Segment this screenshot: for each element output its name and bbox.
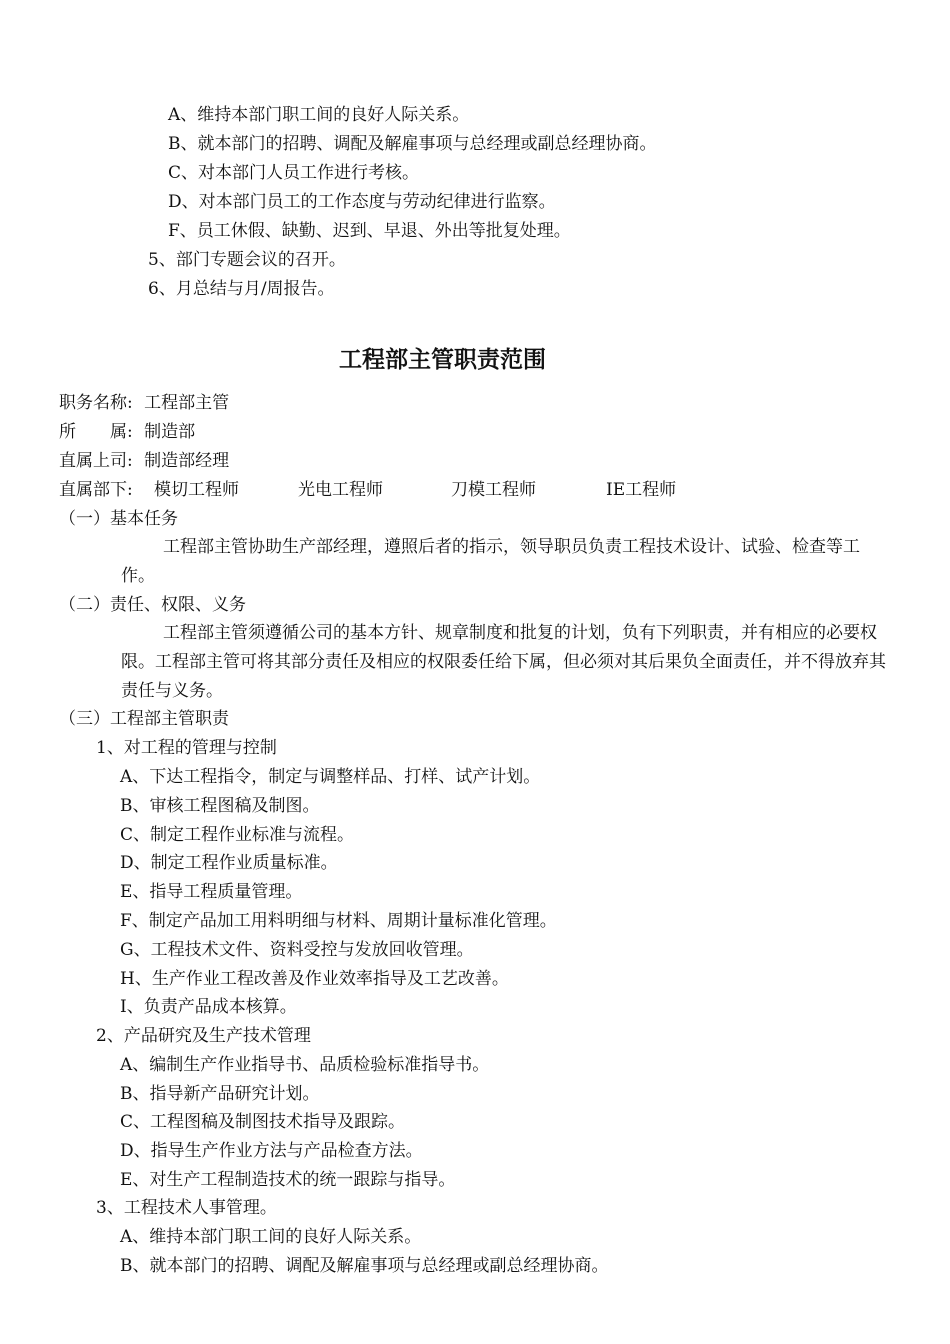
subordinate-item: IE工程师 (606, 480, 677, 500)
field-label: 所 属: (59, 422, 133, 442)
subsection-heading: 2、产品研究及生产技术管理 (96, 1026, 311, 1046)
list-item: E、指导工程质量管理。 (120, 882, 303, 902)
list-item: A、维持本部门职工间的良好人际关系。 (168, 105, 470, 125)
field-label: 直属上司: (59, 451, 133, 471)
field-row-subordinates (59, 479, 133, 501)
subsection-heading: 1、对工程的管理与控制 (96, 738, 277, 758)
list-item: C、对本部门人员工作进行考核。 (168, 163, 420, 183)
list-item: F、制定产品加工用料明细与材料、周期计量标准化管理。 (120, 911, 557, 931)
list-item: F、员工休假、缺勤、迟到、早退、外出等批复处理。 (168, 221, 571, 241)
subsection-heading: 3、工程技术人事管理。 (96, 1198, 277, 1218)
list-item: B、就本部门的招聘、调配及解雇事项与总经理或副总经理协商。 (168, 134, 657, 154)
section-heading: （三）工程部主管职责 (59, 709, 229, 729)
field-label: 直属部下: (59, 480, 133, 500)
list-item: D、对本部门员工的工作态度与劳动纪律进行监察。 (168, 192, 556, 212)
list-item: D、指导生产作业方法与产品检查方法。 (120, 1141, 423, 1161)
list-item: E、对生产工程制造技术的统一跟踪与指导。 (120, 1170, 456, 1190)
list-item: B、就本部门的招聘、调配及解雇事项与总经理或副总经理协商。 (120, 1256, 609, 1276)
field-row-department (59, 421, 195, 443)
page-title: 工程部主管职责范围 (339, 347, 546, 373)
list-item: C、工程图稿及制图技术指导及跟踪。 (120, 1112, 406, 1132)
list-item: A、维持本部门职工间的良好人际关系。 (120, 1227, 422, 1247)
numbered-item: 6、月总结与月/周报告。 (148, 279, 335, 299)
field-value: 工程部主管 (144, 393, 230, 413)
list-item: I、负责产品成本核算。 (120, 997, 297, 1017)
list-item: H、生产作业工程改善及作业效率指导及工艺改善。 (120, 969, 509, 989)
list-item: A、编制生产作业指导书、品质检验标准指导书。 (120, 1055, 490, 1075)
list-item: G、工程技术文件、资料受控与发放回收管理。 (120, 940, 474, 960)
subordinate-item: 光电工程师 (298, 480, 383, 500)
section-heading: （一）基本任务 (59, 509, 178, 529)
field-value: 制造部 (144, 422, 196, 442)
field-label: 职务名称: (59, 393, 133, 413)
field-value: 制造部经理 (144, 451, 230, 471)
list-item: D、制定工程作业质量标准。 (120, 853, 338, 873)
section-heading: （二）责任、权限、义务 (59, 595, 246, 615)
section-paragraph: 工程部主管须遵循公司的基本方针、规章制度和批复的计划，负有下列职责，并有相应的必要权限。工程部主管可将其部分责任及相应的权限委任给下属，但必须对其后果负全面责任，并不得放弃其责任与义务。 (121, 623, 886, 701)
field-row-supervisor (59, 450, 229, 472)
list-item: C、制定工程作业标准与流程。 (120, 825, 355, 845)
section-paragraph: 工程部主管协助生产部经理，遵照后者的指示，领导职员负责工程技术设计、试验、检查等工作。 (121, 537, 860, 586)
field-row-position (59, 392, 229, 414)
list-item: B、审核工程图稿及制图。 (120, 796, 320, 816)
subordinate-item: 模切工程师 (154, 480, 239, 500)
subordinate-item: 刀模工程师 (451, 480, 536, 500)
list-item: A、下达工程指令，制定与调整样品、打样、试产计划。 (120, 767, 541, 787)
numbered-item: 5、部门专题会议的召开。 (148, 250, 346, 270)
list-item: B、指导新产品研究计划。 (120, 1084, 320, 1104)
